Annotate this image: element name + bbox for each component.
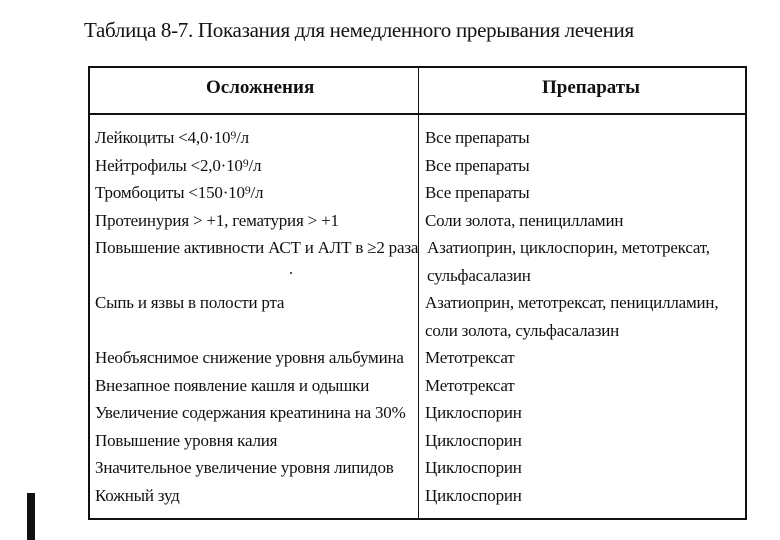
- table-row: [90, 372, 745, 400]
- complication-cell: Повышение активности АСТ и АЛТ в ≥2 раза: [95, 238, 419, 257]
- drug-line: Метотрексат: [425, 348, 515, 367]
- complication-cell: Тромбоциты <150·10⁹/л: [95, 183, 264, 202]
- drug-line: Соли золота, пеницилламин: [425, 210, 624, 230]
- complication-cell: Протеинурия > +1, гематурия > +1: [95, 210, 339, 230]
- drugs-cell: [416, 289, 745, 344]
- header-drugs: Препараты: [542, 77, 640, 98]
- drug-line: Азатиоприн, циклоспорин, метотрексат,: [427, 238, 710, 257]
- drug-line: Циклоспорин: [425, 430, 522, 450]
- drug-line: Циклоспорин: [425, 403, 522, 422]
- complication-cell: Необъяснимое снижение уровня альбумина: [95, 348, 404, 367]
- indications-table: [88, 66, 747, 520]
- table-row: [90, 344, 745, 372]
- scan-speck: [290, 272, 292, 274]
- drugs-cell: [416, 427, 745, 455]
- table-row: [90, 454, 745, 482]
- complication-cell: Повышение уровня калия: [95, 430, 278, 450]
- drugs-cell: [416, 207, 745, 235]
- drugs-cell: [416, 124, 745, 152]
- margin-mark: [27, 493, 35, 540]
- drugs-cell: [416, 372, 745, 400]
- complication-cell: Нейтрофилы <2,0·10⁹/л: [95, 155, 262, 175]
- table-row: [90, 289, 745, 344]
- drugs-cell: [416, 399, 745, 427]
- complication-cell: Сыпь и язвы в полости рта: [95, 293, 285, 312]
- drugs-cell: [416, 152, 745, 180]
- table-caption: Таблица 8-7. Показания для немедленного прерывания лечения: [84, 18, 634, 42]
- drugs-cell: [418, 234, 745, 289]
- drug-line: Все препараты: [425, 128, 530, 147]
- drug-line: соли золота, сульфасалазин: [425, 320, 620, 340]
- table-row: [90, 152, 745, 180]
- complication-cell: Значительное увеличение уровня липидов: [95, 458, 394, 477]
- header-complications: Осложнения: [206, 77, 315, 98]
- table-row: [90, 179, 745, 207]
- header-divider: [90, 113, 745, 115]
- drug-line: Метотрексат: [425, 375, 515, 395]
- drugs-cell: [416, 482, 745, 510]
- drug-line: Азатиоприн, метотрексат, пеницилламин,: [425, 293, 719, 312]
- table-row: [90, 207, 745, 235]
- complication-cell: Лейкоциты <4,0·10⁹/л: [95, 128, 249, 147]
- table-row: [90, 124, 745, 152]
- drugs-cell: [416, 344, 745, 372]
- table-row: [90, 482, 745, 510]
- drug-line: Все препараты: [425, 155, 530, 175]
- table-body: [90, 124, 745, 509]
- drug-line: Циклоспорин: [425, 485, 522, 505]
- drug-line: сульфасалазин: [427, 265, 531, 285]
- table-row: [90, 399, 745, 427]
- complication-cell: Кожный зуд: [95, 485, 180, 505]
- drug-line: Циклоспорин: [425, 458, 522, 477]
- table-row: [90, 234, 745, 289]
- drugs-cell: [416, 179, 745, 207]
- drugs-cell: [416, 454, 745, 482]
- drug-line: Все препараты: [425, 183, 530, 202]
- table-row: [90, 427, 745, 455]
- complication-cell: Увеличение содержания креатинина на 30%: [95, 403, 406, 422]
- complication-cell: Внезапное появление кашля и одышки: [95, 375, 370, 395]
